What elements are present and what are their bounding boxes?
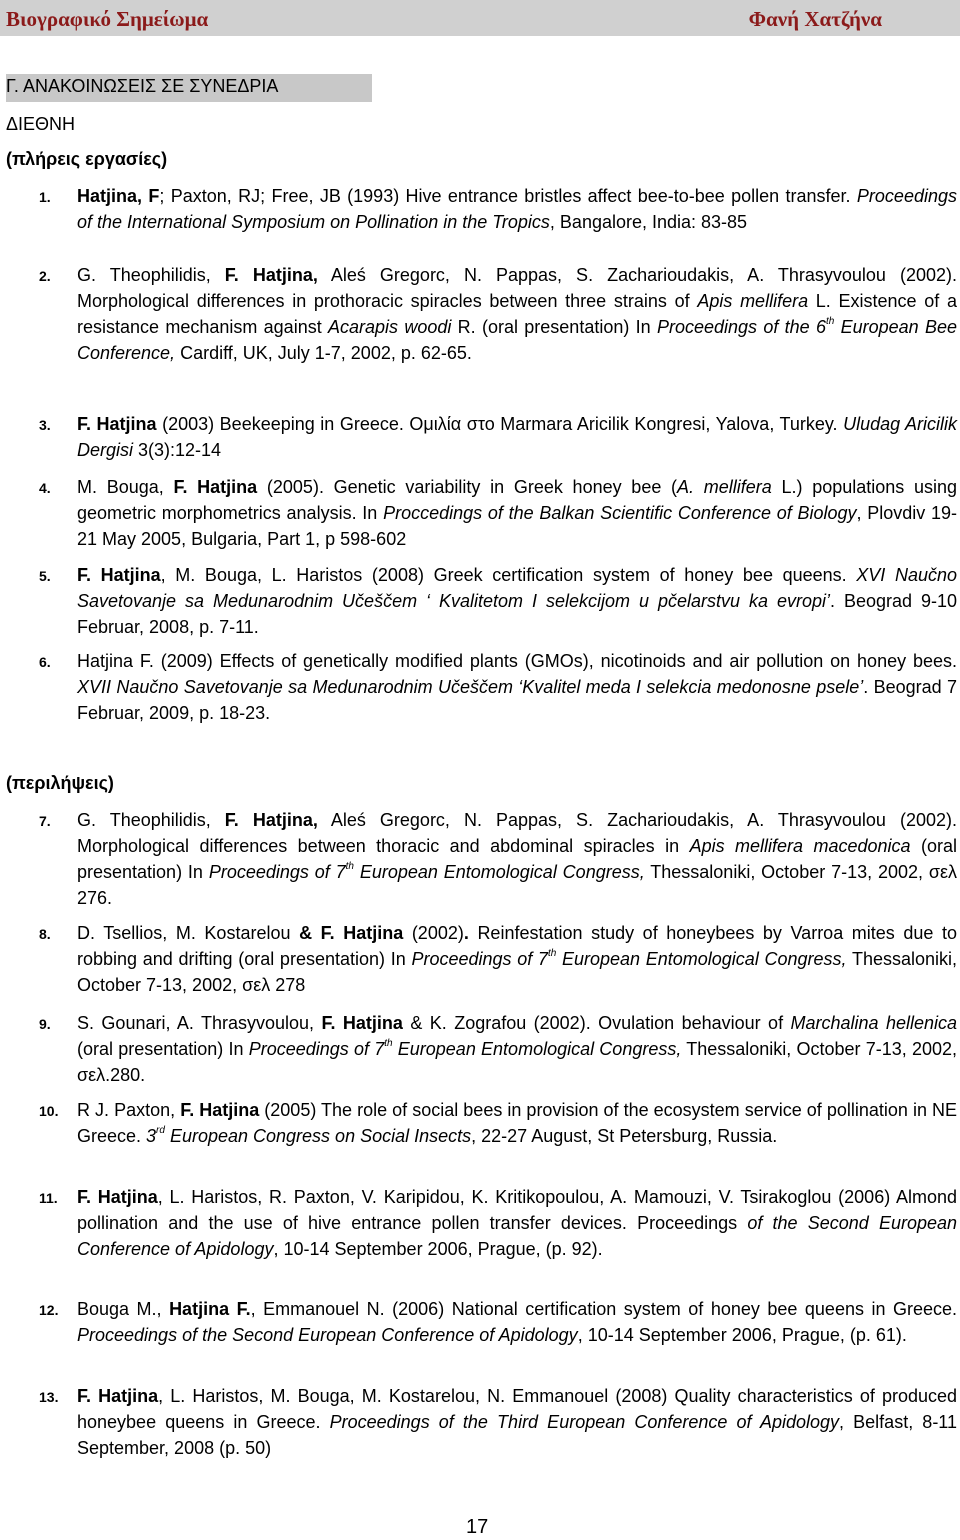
entry-number: 1.: [39, 189, 51, 205]
reference-entry: 6. Hatjina F. (2009) Effects of genetically modified plants (GMOs), nicotinoids and air pollution on honey bees. XVII Naučno Savetovanje sa Medunarodnim Učeščem ‘Kvalitel meda I selekcia medonosne psele’. Beograd 7 Februar, 2009, p. 18-23.: [39, 651, 957, 723]
reference-entry: 12. Bouga M., Hatjina F., Emmanouel N. (2006) National certification system of honey bee queens in Greece. Proceedings of the Second European Conference of Apidology, 10-14 September 2006, Prague, (p. 61).: [39, 1299, 958, 1345]
page-number: 17: [466, 1516, 489, 1538]
entry-number: 10.: [39, 1103, 59, 1119]
reference-entry: 5. F. Hatjina, M. Bouga, L. Haristos (2008) Greek certification system of honey bee queens. XVI Naučno Savetovanje sa Medunarodnim Učeščem ‘ Kvalitetom I selekcijom u pčelarstvu ka evropi’. Beograd 9-10 Februar, 2008, p. 7-11.: [39, 565, 957, 637]
reference-entry: 11. F. Hatjina, L. Haristos, R. Paxton, V. Karipidou, K. Kritikopoulou, A. Mamouzi, V. Tsirakoglou (2006) Almond pollination and the use of hive entrance pollen transfer devices. Proceedings of the Second European Conference of Apidology, 10-14 September 2006, Prague, (p. 92).: [39, 1187, 958, 1259]
reference-entry: 2. G. Theophilidis, F. Hatjina, Aleś Gregorc, N. Pappas, S. Zacharioudakis, A. Thrasyvoulou (2002). Morphological differences in prothoracic spiracles between three strains of Apis mellifera L. Existence of a resistance mechanism against Acarapis woodi R. (oral presentation) In Proceedings of the 6th European Bee Conference, Cardiff, UK, July 1-7, 2002, p. 62-65.: [39, 265, 958, 363]
page-header: [0, 0, 960, 36]
reference-entry: 7. G. Theophilidis, F. Hatjina, Aleś Gregorc, N. Pappas, S. Zacharioudakis, A. Thrasyvoulou (2002). Morphological differences between thoracic and abdominal spiracles in Apis mellifera macedonica (oral presentation) In Proceedings of 7th European Entomological Congress, Thessaloniki, October 7-13, 2002, σελ 276.: [39, 810, 958, 908]
reference-entry: 9. S. Gounari, A. Thrasyvoulou, F. Hatjina & K. Zografou (2002). Ovulation behaviour of Marchalina hellenica (oral presentation) In Proceedings of 7th European Entomological Congress, Thessaloniki, October 7-13, 2002, σελ.280.: [39, 1013, 958, 1085]
reference-entry: 10. R J. Paxton, F. Hatjina (2005) The role of social bees in provision of the ecosystem service of pollination in NE Greece. 3rd European Congress on Social Insects, 22-27 August, St Petersburg, Russia.: [39, 1100, 958, 1146]
entry-number: 6.: [39, 654, 51, 670]
entry-number: 3.: [39, 417, 51, 433]
section-title: Γ. ΑΝΑΚΟΙΝΩΣΕΙΣ ΣΕ ΣΥΝΕΔΡΙΑ: [6, 76, 279, 96]
subheading-full-papers: (πλήρεις εργασίες): [6, 149, 168, 169]
entry-number: 9.: [39, 1016, 51, 1032]
reference-entry: 8. D. Tsellios, M. Kostarelou & F. Hatjina (2002). Reinfestation study of honeybees by Varroa mites due to robbing and drifting (oral presentation) In Proceedings of 7th European Entomological Congress, Thessaloniki, October 7-13, 2002, σελ 278: [39, 923, 957, 995]
reference-entry: 3. F. Hatjina (2003) Beekeeping in Greece. Ομιλία στο Marmara Aricilik Kongresi, Yalova, Turkey. Uludag Aricilik Dergisi 3(3):12-14: [39, 414, 958, 460]
subheading-abstracts: (περιλήψεις): [6, 773, 114, 793]
entry-number: 7.: [39, 813, 51, 829]
entry-number: 2.: [39, 268, 51, 284]
entry-number: 8.: [39, 926, 51, 942]
entry-number: 11.: [39, 1190, 58, 1206]
subheading-international: ΔΙΕΘΝΗ: [6, 114, 76, 134]
reference-entry: 1. Hatjina, F; Paxton, RJ; Free, JB (1993) Hive entrance bristles affect bee-to-bee pollen transfer. Proceedings of the International Symposium on Pollination in the Tropics, Bangalore, India: 83-85: [39, 186, 957, 232]
reference-entry: 13. F. Hatjina, L. Haristos, M. Bouga, M. Kostarelou, N. Emmanouel (2008) Quality characteristics of produced honeybee queens in Greece. Proceedings of the Third European Conference of Apidology, Belfast, 8-11 September, 2008 (p. 50): [39, 1386, 958, 1458]
entry-number: 13.: [39, 1389, 59, 1405]
entry-number: 12.: [39, 1302, 59, 1318]
entry-number: 4.: [39, 480, 51, 496]
header-left: Βιογραφικό Σημείωμα: [6, 7, 209, 31]
header-right: Φανή Χατζήνα: [748, 7, 882, 31]
entry-number: 5.: [39, 568, 51, 584]
reference-entry: 4. M. Bouga, F. Hatjina (2005). Genetic variability in Greek honey bee (A. mellifera L.) populations using geometric morphometrics analysis. In Proccedings of the Balkan Scientific Conference of Biology, Plovdiv 19-21 May 2005, Bulgaria, Part 1, p 598-602: [39, 477, 958, 549]
